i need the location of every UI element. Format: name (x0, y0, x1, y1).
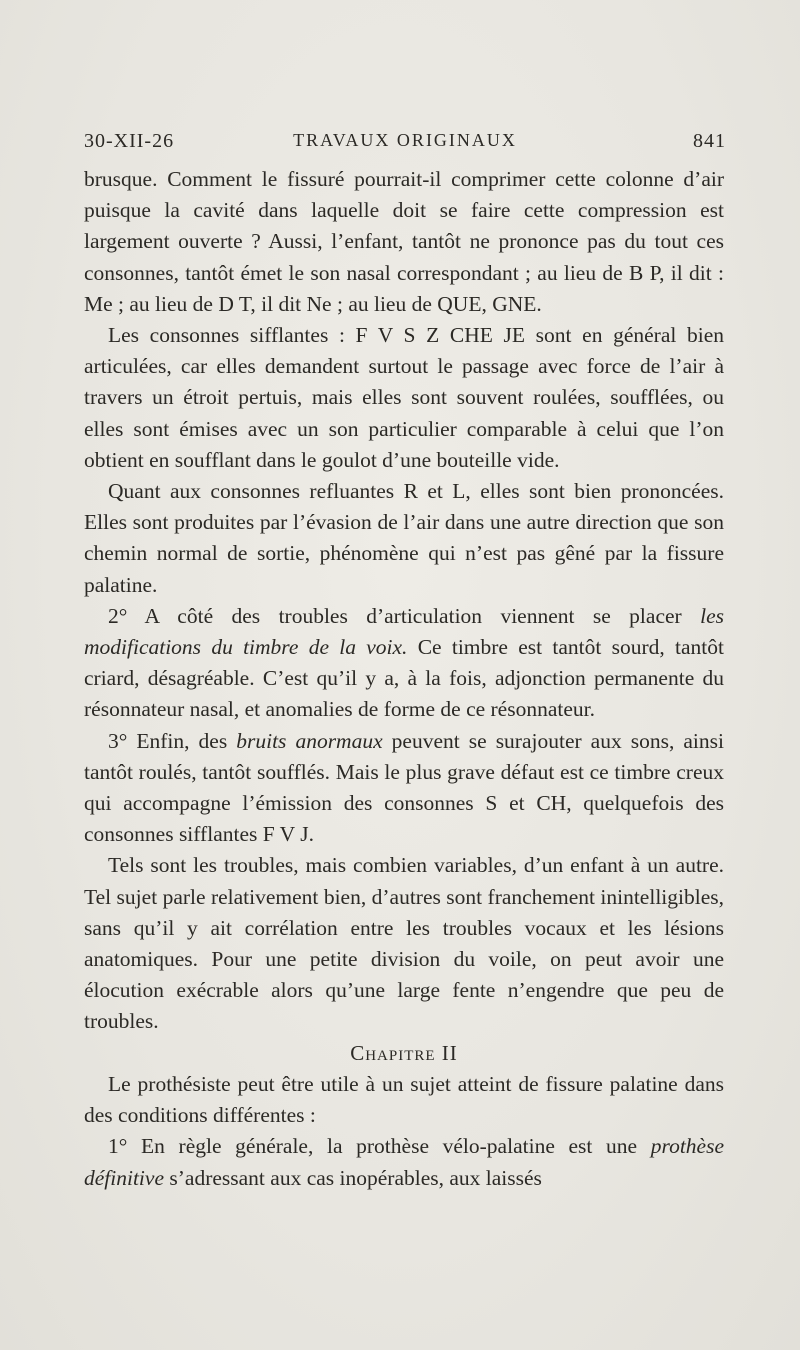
paragraph-5-text: 3° Enfin, des (108, 728, 237, 753)
paragraph-4 (84, 601, 724, 726)
paragraph-5-text-end: peuvent se surajouter aux sons, ainsi tantôt roulés, tantôt soufflés. Mais le plus grave défaut est ce timbre creux qui accompagne l’émission des consonnes S et CH, quelquefois des consonnes sifflantes F V J. (84, 728, 724, 847)
paragraph-8-text-end: s’adressant aux cas inopérables, aux laissés (164, 1165, 542, 1190)
paragraph-1: brusque. Comment le fissuré pourrait-il comprimer cette colonne d’air puisque la cavité dans laquelle doit se faire cette compression est largement ouverte ? Aussi, l’enfant, tantôt ne prononce pas du tout ces consonnes, tantôt émet le son nasal correspondant ; au lieu de B P, il dit : Me ; au lieu de D T, il dit Ne ; au lieu de QUE, GNE. (84, 167, 724, 316)
paragraph-4-text-end: Ce timbre est tantôt sourd, tantôt criard, désagréable. C’est qu’il y a, à la fois, adjonction permanente du résonnateur nasal, et anomalies de forme de ce résonnateur. (84, 635, 725, 722)
paragraph-2: Les consonnes sifflantes : F V S Z CHE JE sont en général bien articulées, car elles demandent surtout le passage avec force de l’air à travers un étroit pertuis, mais elles sont souvent roulées, soufflées, ou elles sont émises avec un son particulier comparable à celui que l’on obtient en soufflant dans le goulot d’une bouteille vide. (84, 323, 724, 472)
page-number: 841 (693, 130, 726, 152)
paragraph-6: Tels sont les troubles, mais combien variables, d’un enfant à un autre. Tel sujet parle relativement bien, d’autres sont franchement inintelligibles, sans qu’il y ait corrélation entre les troubles vocaux et les lésions anatomiques. Pour une petite division du voile, on peut avoir une élocution exécrable alors qu’une large fente n’engendre que peu de troubles. (84, 853, 724, 1034)
paragraph-4-italic: les modifications du timbre de la voix. (84, 603, 724, 660)
header-section-title: TRAVAUX ORIGINAUX (293, 130, 517, 150)
body-text (84, 164, 724, 1194)
paragraph-8-text: 1° En règle générale, la prothèse vélo-palatine est une (108, 1134, 651, 1159)
chapter-heading: Chapitre II (350, 1040, 458, 1065)
running-header (84, 130, 726, 160)
paragraph-8 (84, 1131, 724, 1193)
paragraph-8-italic: prothèse définitive (84, 1134, 724, 1190)
paragraph-4-text: 2° A côté des troubles d’articulation viennent se placer (108, 603, 701, 628)
paragraph-3: Quant aux consonnes refluantes R et L, elles sont bien prononcées. Elles sont produites par l’évasion de l’air dans une autre direction que son chemin normal de sortie, phénomène qui n’est pas gêné par la fissure palatine. (84, 479, 724, 597)
paragraph-7: Le prothésiste peut être utile à un sujet atteint de fissure palatine dans des conditions différentes : (84, 1071, 724, 1128)
paragraph-5-italic: bruits anormaux (236, 728, 383, 753)
header-date: 30-XII-26 (84, 130, 175, 152)
paragraph-5 (84, 726, 724, 851)
